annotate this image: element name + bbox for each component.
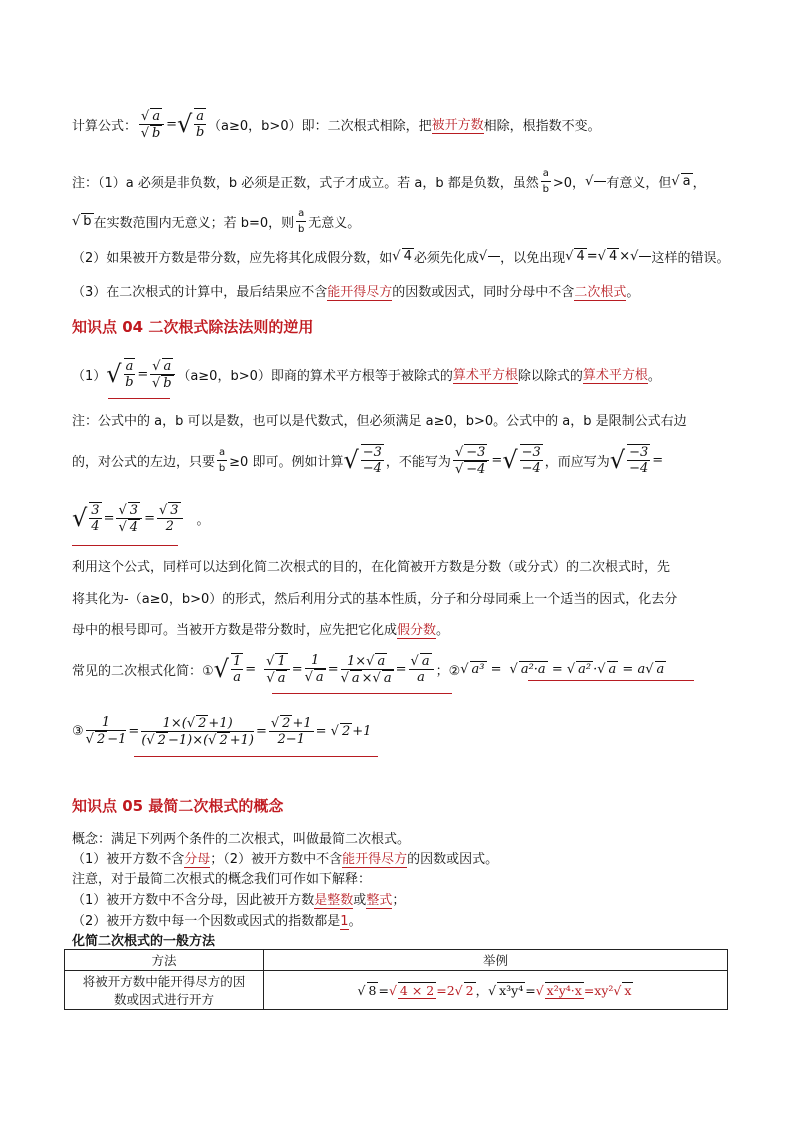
- method-table: [64, 949, 728, 1010]
- formula-condition: （a≥0，b>0）即：二次根式相除，把: [208, 118, 432, 134]
- para-1: 利用这个公式，同样可以达到化简二次根式的目的，在化简被开方数是分数（或分式）的二次根式时，先: [72, 560, 671, 575]
- section-04-title: 知识点 04 二次根式除法法则的逆用: [72, 318, 314, 336]
- note-1-line2: √ b 在实数范围内无意义；若 b=0，则 $\frac{a}{b}$ 无意义。: [72, 207, 361, 235]
- para-2: 将其化为-（a≥0，b>0）的形式，然后利用分式的基本性质，分子和分母同乘上一个适当的因式，化去分: [72, 592, 678, 607]
- note-1: 注：（1）a 必须是非负数，b 必须是正数，式子才成立。若 a，b 都是负数，虽然 $\frac{a}{b}$ >0， √ 有意义，但 √ a ，: [72, 167, 706, 195]
- link-perfect-square: 能开得尽方: [327, 285, 393, 300]
- note-2: （2）如果被开方数是带分数，应先将其化成假分数，如 √ 4 必须先化成 √ ，以免出现 √ 4 = √ 4 × √ 这样的错误。: [72, 248, 730, 266]
- method-title: 化简二次根式的一般方法: [72, 934, 216, 949]
- explain-1: （1）被开方数中不含分母，因此被开方数是整数或整式；: [72, 893, 406, 908]
- attention: 注意，对于最简二次根式的概念我们可作如下解释：: [72, 872, 372, 887]
- link-radical: 二次根式: [574, 285, 627, 300]
- formula-label: 计算公式：: [72, 118, 138, 134]
- formula-line: 计算公式： $\frac{√ a}{√ b}$ = √ $\frac{a}{b}$ （a≥0，b>0）即：二次根式相除，把 被开方数 相除，根指数不变。: [72, 108, 601, 141]
- section-05-title: 知识点 05 最简二次根式的概念: [72, 797, 284, 815]
- simplify-3: ③ $\frac{1}{√ 2 -1}$ = $\frac{1\times(√ 2 +1)}{(√ 2 -1)\times(√ 2 +1)}$ = $\frac{√ 2 +1}{2-1}$ = √ 2 +1: [72, 715, 372, 748]
- note-04-2: 的，对公式的左边，只要 $\frac{a}{b}$ ≥0 即可。例如计算 √ $\frac{-3}{-4}$ ，不能写为 $\frac{√ -3}{√ -4}$ = √ $\frac{-3}{-4}$ ，而应写为 √ $\frac{-3}{-4}$ =: [72, 444, 664, 477]
- table-header-row: [65, 950, 728, 971]
- explain-2: （2）被开方数中每一个因数或因式的指数都是1。: [72, 914, 362, 929]
- header-example: 举例: [264, 950, 728, 971]
- condition-line: （1）被开方数不含分母；（2）被开方数中不含能开得尽方的因数或因式。: [72, 852, 499, 867]
- para-3: 母中的根号即可。当被开方数是带分数时，应先把它化成假分数。: [72, 623, 450, 638]
- table-row: [65, 971, 728, 1010]
- common-simplify: 常见的二次根式化简：① √ $\frac{1}{a}$ = $\frac{√ 1}{√ a}$ = $\frac{1}{√ a}$ = $\frac{1\times√ a}{√ a \times√ a}$ = $\frac{√ a}{a}$ ；② √ a³ = √ a²·a = √ a² ·√ a = a√ a: [72, 653, 665, 686]
- note-3: （3）在二次根式的计算中，最后结果应不含能开得尽方的因数或因式，同时分母中不含二次根式。: [72, 285, 640, 300]
- link-radicand: 被开方数: [432, 114, 484, 134]
- method-cell: 将被开方数中能开得尽方的因 数或因式进行开方: [65, 971, 264, 1010]
- note-04-1: 注：公式中的 a，b 可以是数，也可以是代数式，但必须满足 a≥0，b>0。公式中的 a，b 是限制公式右边: [72, 414, 687, 429]
- concept: 概念：满足下列两个条件的二次根式，叫做最简二次根式。: [72, 832, 411, 847]
- radical-icon: √: [176, 110, 193, 138]
- header-method: 方法: [65, 950, 264, 971]
- example-cell: √ 8 =√ 4 × 2 =2√ 2 ，√ x³y⁴ =√ x²y⁴·x =xy²√ x: [264, 971, 728, 1010]
- sqrt-a-over-sqrt-b: $\frac{√ a}{√ b}$: [139, 108, 164, 141]
- reverse-formula: （1） √ $\frac{a}{b}$ = $\frac{√ a}{√ b}$ （a≥0，b>0）即商的算术平方根等于被除式的 算术平方根 除以除式的 算术平方根 。: [72, 358, 661, 391]
- note-04-3: √ $\frac{3}{4}$ = $\frac{√ 3}{√ 4}$ = $\frac{√ 3}{2}$ 。: [72, 502, 210, 535]
